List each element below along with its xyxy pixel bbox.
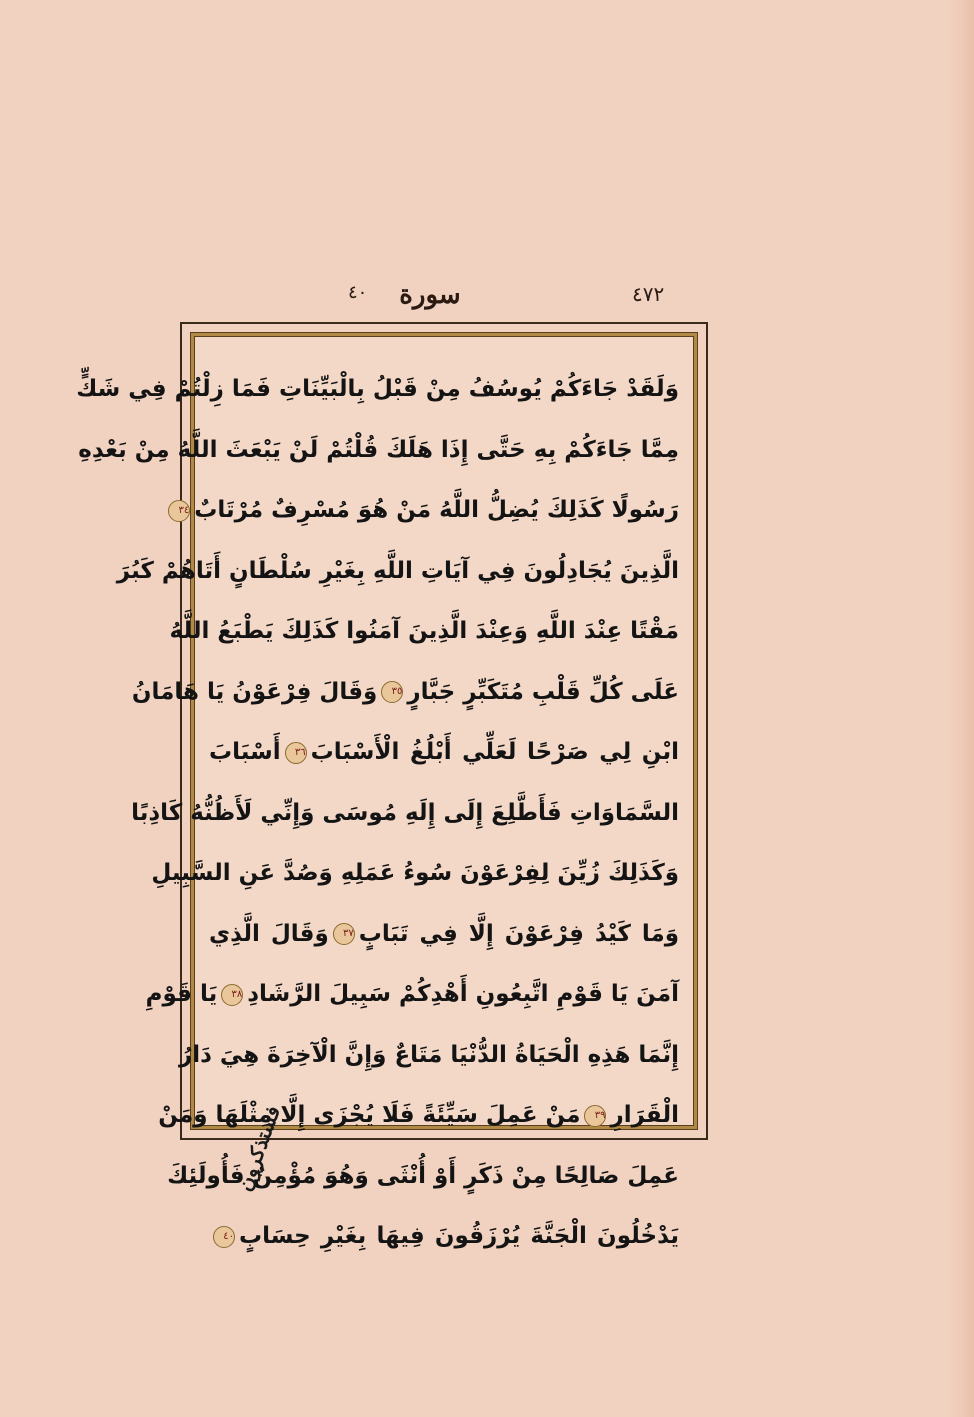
verse-text: مِمَّا جَاءَكُمْ بِهِ حَتَّى إِذَا هَلَكَ قُلْتُمْ لَنْ يَبْعَثَ اللَّهُ مِنْ بَعْدِهِ — [78, 436, 679, 463]
verse-text: الْقَرَارِ — [610, 1102, 679, 1128]
surah-number: ٤٠ — [348, 282, 368, 303]
verse-text: وَقَالَ فِرْعَوْنُ يَا هَامَانُ — [131, 678, 378, 705]
verse-text: مَنْ عَمِلَ سَيِّئَةً فَلَا يُجْزَى إِلَّا مِثْلَهَا وَمَنْ — [158, 1102, 581, 1128]
verse-text: يَدْخُلُونَ الْجَنَّةَ يُرْزَقُونَ فِيهَا بِغَيْرِ حِسَابٍ — [239, 1223, 679, 1249]
verse-end-marker: ٣٧ — [333, 923, 355, 945]
text-line — [167, 1146, 679, 1207]
verse-end-marker: ٣٤ — [168, 500, 190, 522]
surah-title: سورة — [399, 280, 461, 310]
verse-text: يَا قَوْمِ — [145, 981, 218, 1007]
verse-text: وَقَالَ الَّذِي — [209, 920, 329, 947]
text-line — [178, 1025, 679, 1086]
text-line — [209, 1206, 679, 1267]
verse-end-marker: ٣٨ — [221, 984, 243, 1006]
verse-text: وَمَا كَيْدُ فِرْعَوْنَ إِلَّا فِي تَبَابٍ — [358, 920, 679, 947]
verse-text: إِنَّمَا هَذِهِ الْحَيَاةُ الدُّنْيَا مَتَاعٌ وَإِنَّ الْآخِرَةَ هِيَ دَارُ — [178, 1041, 679, 1068]
text-line — [209, 904, 679, 965]
text-line — [131, 783, 679, 844]
catchword: فستذكرون — [232, 1102, 285, 1195]
verse-text: مَقْتًا عِنْدَ اللَّهِ وَعِنْدَ الَّذِينَ آمَنُوا كَذَلِكَ يَطْبَعُ اللَّهُ — [169, 618, 679, 644]
verse-text: وَكَذَلِكَ زُيِّنَ لِفِرْعَوْنَ سُوءُ عَمَلِهِ وَصُدَّ عَنِ السَّبِيلِ — [151, 860, 679, 886]
verse-text: أَسْبَابَ — [209, 739, 281, 765]
verse-text: وَلَقَدْ جَاءَكُمْ يُوسُفُ مِنْ قَبْلُ بِالْبَيِّنَاتِ فَمَا زِلْتُمْ فِي شَكٍّ — [76, 376, 679, 402]
verse-end-marker: ٣٥ — [381, 681, 403, 703]
verse-end-marker: ٣٦ — [285, 742, 307, 764]
text-line — [151, 843, 679, 904]
verse-text: عَمِلَ صَالِحًا مِنْ ذَكَرٍ أَوْ أُنْثَى وَهُوَ مُؤْمِنٌ فَأُولَئِكَ — [167, 1162, 679, 1189]
verse-end-marker: ٣٩ — [584, 1105, 606, 1127]
verse-text: عَلَى كُلِّ قَلْبِ مُتَكَبِّرٍ جَبَّارٍ — [407, 678, 679, 705]
text-line — [78, 420, 679, 481]
verse-text: ابْنِ لِي صَرْحًا لَعَلِّي أَبْلُغُ الْأَسْبَابَ — [310, 739, 679, 765]
text-line — [209, 722, 679, 783]
verse-text: السَّمَاوَاتِ فَأَطَّلِعَ إِلَى إِلَهِ مُوسَى وَإِنِّي لَأَظُنُّهُ كَاذِبًا — [131, 799, 679, 826]
verse-end-marker: ٤٠ — [213, 1226, 235, 1248]
text-line — [116, 541, 679, 602]
text-line — [145, 964, 679, 1025]
paper-edge — [948, 0, 974, 1417]
verse-text: آمَنَ يَا قَوْمِ اتَّبِعُونِ أَهْدِكُمْ سَبِيلَ الرَّشَادِ — [247, 981, 679, 1007]
text-line — [131, 662, 679, 723]
page-header — [180, 270, 710, 320]
text-line — [76, 359, 679, 420]
verse-text: رَسُولًا كَذَلِكَ يُضِلُّ اللَّهُ مَنْ هُوَ مُسْرِفٌ مُرْتَابٌ — [194, 497, 679, 523]
text-line — [169, 601, 679, 662]
verse-text: الَّذِينَ يُجَادِلُونَ فِي آيَاتِ اللَّهِ بِغَيْرِ سُلْطَانٍ أَتَاهُمْ كَبُرَ — [116, 557, 679, 584]
page-number: ٤٧٢ — [632, 282, 665, 306]
text-line — [178, 480, 679, 541]
